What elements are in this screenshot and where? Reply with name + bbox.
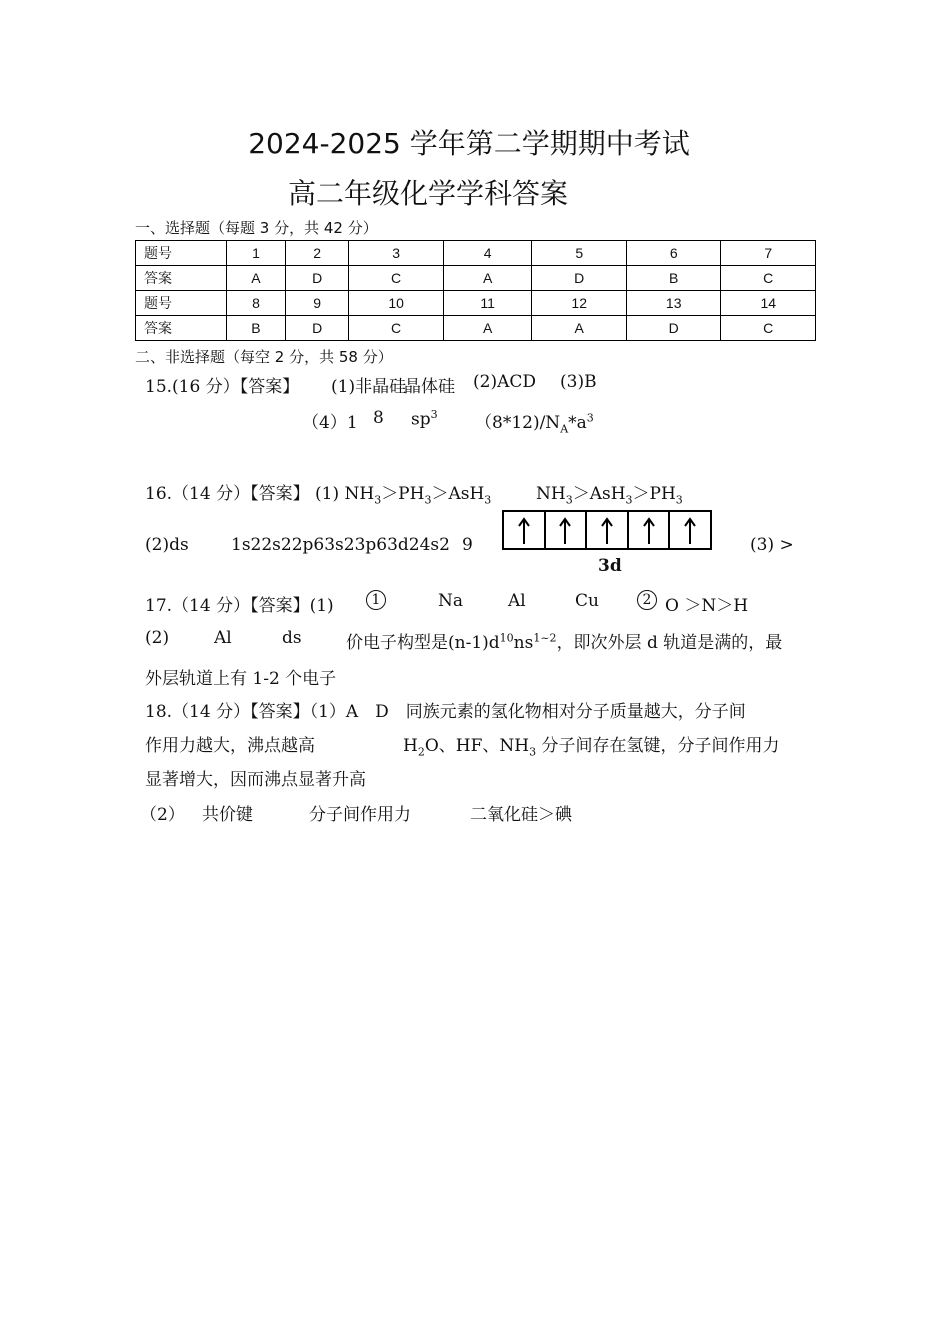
q17-element-al: Al (508, 591, 526, 611)
q18-answer-2: $H_2O$、HF、$NH_3$ 分子间存在氢键，分子间作用力 (403, 736, 780, 759)
orbital-box (629, 512, 671, 548)
q15-answer-4: (3)B (560, 372, 597, 392)
q16-answer-3: (2)ds (145, 535, 189, 555)
table-cell: 12 (532, 291, 627, 316)
table-cell: 11 (443, 291, 532, 316)
table-cell: 14 (721, 291, 816, 316)
table-cell: A (532, 316, 627, 341)
table-cell: C (721, 266, 816, 291)
orbital-box (587, 512, 629, 548)
table-cell: 8 (227, 291, 286, 316)
q17-element-na: Na (438, 591, 464, 611)
q15-answer-6: 8 (373, 408, 384, 428)
table-cell: 13 (626, 291, 721, 316)
table-cell: 4 (443, 241, 532, 266)
document-subtitle: 高二年级化学学科答案 (288, 177, 569, 210)
table-row (136, 266, 816, 291)
q15-head: 15.(16 分）【答案】 (145, 377, 300, 397)
table-row-header: 题号 (136, 241, 227, 266)
table-cell: B (626, 266, 721, 291)
q17-explanation: 价电子构型是$(n-1)d^{10}ns^{1\sim 2}$，即次外层 d 轨道是满的，最 (346, 631, 783, 653)
table-cell: 1 (227, 241, 286, 266)
q17-answer-ds: ds (282, 628, 302, 648)
table-cell: C (721, 316, 816, 341)
q16-answer-1: (1) $NH_3>PH_3>AsH_3$ (315, 484, 492, 507)
table-cell: D (532, 266, 627, 291)
answer-table (135, 240, 816, 341)
q18-answer-5: 二氧化硅＞碘 (470, 805, 572, 825)
circled-number-2: 2 (637, 590, 657, 610)
q15-answer-8: $(8*12)/N_A*a^3$ (475, 411, 594, 436)
table-row (136, 316, 816, 341)
orbital-box (504, 512, 546, 548)
table-cell: C (349, 316, 444, 341)
q17-head: 17.（14 分）【答案】(1) (145, 596, 334, 616)
orbital-box (670, 512, 710, 548)
up-arrow-icon (642, 516, 656, 546)
table-row (136, 241, 816, 266)
section-choice-heading: 一、选择题（每题 3 分，共 42 分） (135, 219, 378, 237)
table-row-header: 题号 (136, 291, 227, 316)
q15-answer-2: 晶体硅 (404, 377, 455, 397)
table-cell: 3 (349, 241, 444, 266)
up-arrow-icon (558, 516, 572, 546)
table-cell: A (443, 316, 532, 341)
q18-answer-2-cont: 显著增大，因而沸点显著升高 (145, 770, 366, 790)
table-cell: 6 (626, 241, 721, 266)
table-cell: 5 (532, 241, 627, 266)
up-arrow-icon (517, 516, 531, 546)
q17-answer-2: (2) (145, 628, 170, 648)
q18-answer-3: 共价键 (202, 805, 253, 825)
q18-answer-4: 分子间作用力 (309, 805, 411, 825)
document-title: 2024-2025 学年第二学期期中考试 (248, 127, 690, 160)
table-row-header: 答案 (136, 316, 227, 341)
table-cell: 9 (285, 291, 348, 316)
q16-head: 16.（14 分）【答案】 (145, 484, 310, 504)
section-nonchoice-heading: 二、非选择题（每空 2 分，共 58 分） (135, 348, 393, 366)
table-cell: B (227, 316, 286, 341)
q15-answer-3: (2)ACD (473, 372, 536, 392)
table-cell: D (285, 316, 348, 341)
q15-answer-1: (1)非晶硅 (331, 377, 407, 397)
q17-answer-al: Al (214, 628, 232, 648)
q18-answer-1: 18.（14 分）【答案】（1）A D 同族元素的氢化物相对分子质量越大，分子间 (145, 702, 746, 722)
table-cell: 2 (285, 241, 348, 266)
table-cell: C (349, 266, 444, 291)
up-arrow-icon (683, 516, 697, 546)
table-cell: A (227, 266, 286, 291)
up-arrow-icon (600, 516, 614, 546)
q15-answer-5: （4）1 (302, 413, 358, 433)
table-cell: 10 (349, 291, 444, 316)
q16-answer-2: $NH_3>AsH_3>PH_3$ (536, 484, 683, 507)
circled-number-1: 1 (366, 590, 386, 610)
table-row-header: 答案 (136, 266, 227, 291)
q18-answer-1-cont: 作用力越大，沸点越高 (145, 736, 315, 756)
q17-explanation-cont: 外层轨道上有 1-2 个电子 (145, 669, 337, 689)
table-cell: D (626, 316, 721, 341)
q16-electron-config: 1s22s22p63s23p63d24s2 (231, 535, 450, 555)
q15-answer-7: $sp^3$ (411, 408, 438, 430)
table-cell: D (285, 266, 348, 291)
q17-order: O ＞N＞H (665, 596, 749, 616)
q16-answer-4: 9 (462, 535, 473, 555)
q17-element-cu: Cu (575, 591, 599, 611)
orbital-box (546, 512, 588, 548)
orbital-label: 3d (598, 556, 622, 576)
q18-part-2: （2） (140, 805, 185, 825)
orbital-diagram-3d (502, 510, 712, 550)
table-cell: 7 (721, 241, 816, 266)
table-cell: A (443, 266, 532, 291)
q16-answer-5: (3) > (750, 535, 794, 555)
table-row (136, 291, 816, 316)
